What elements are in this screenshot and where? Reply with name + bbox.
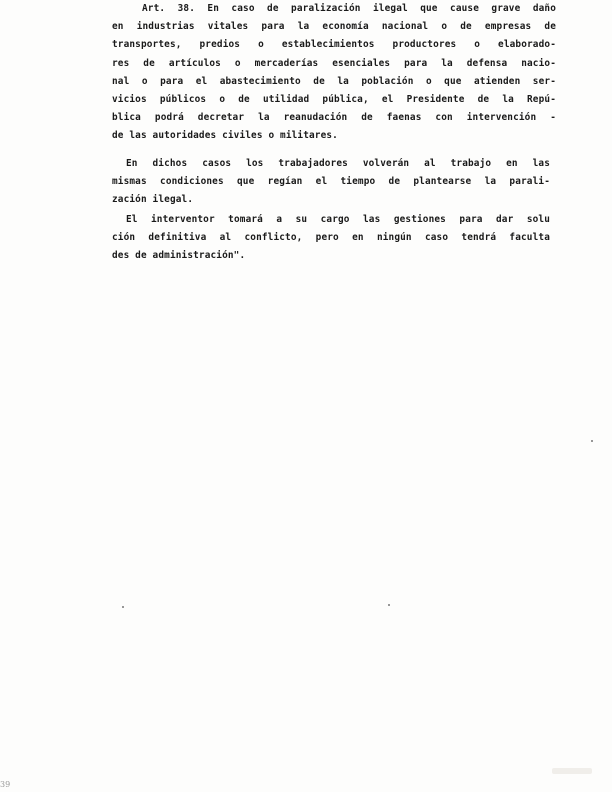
text-line: transportes, predios o establecimientos productores o elaborado- <box>112 39 556 51</box>
text-line: des de administración". <box>112 250 246 262</box>
text-line: mismas condiciones que regían el tiempo de plantearse la parali- <box>112 176 550 188</box>
scan-speck <box>388 604 390 606</box>
page-number: 39 <box>0 780 11 789</box>
paragraph-interventor <box>112 211 556 266</box>
text-line: El interventor tomará a su cargo las gestiones para dar solu <box>126 214 550 225</box>
text-line: ción definitiva al conflicto, pero en ningún caso tendrá faculta <box>112 232 550 244</box>
paragraph-workers-return <box>112 155 556 210</box>
text-line: zación ilegal. <box>112 194 194 206</box>
text-line: de las autoridades civiles o militares. <box>112 130 338 142</box>
text-line: Art. 38. En caso de paralización ilegal que cause grave daño <box>142 3 556 14</box>
paragraph-article-38 <box>112 0 556 146</box>
scan-speck <box>122 606 124 608</box>
text-line: res de artículos o mercaderías esenciales para la defensa nacio- <box>112 57 556 69</box>
scan-speck <box>591 440 593 442</box>
text-line: vicios públicos o de utilidad pública, el Presidente de la Repú- <box>112 93 556 105</box>
text-line: blica podrá decretar la reanudación de faenas con intervención - <box>112 112 556 124</box>
text-line: En dichos casos los trabajadores volverán al trabajo en las <box>126 158 550 169</box>
text-line: nal o para el abastecimiento de la población o que atienden ser- <box>112 75 556 87</box>
text-line: en industrias vitales para la economía nacional o de empresas de <box>112 21 556 33</box>
scan-smudge <box>552 768 592 774</box>
